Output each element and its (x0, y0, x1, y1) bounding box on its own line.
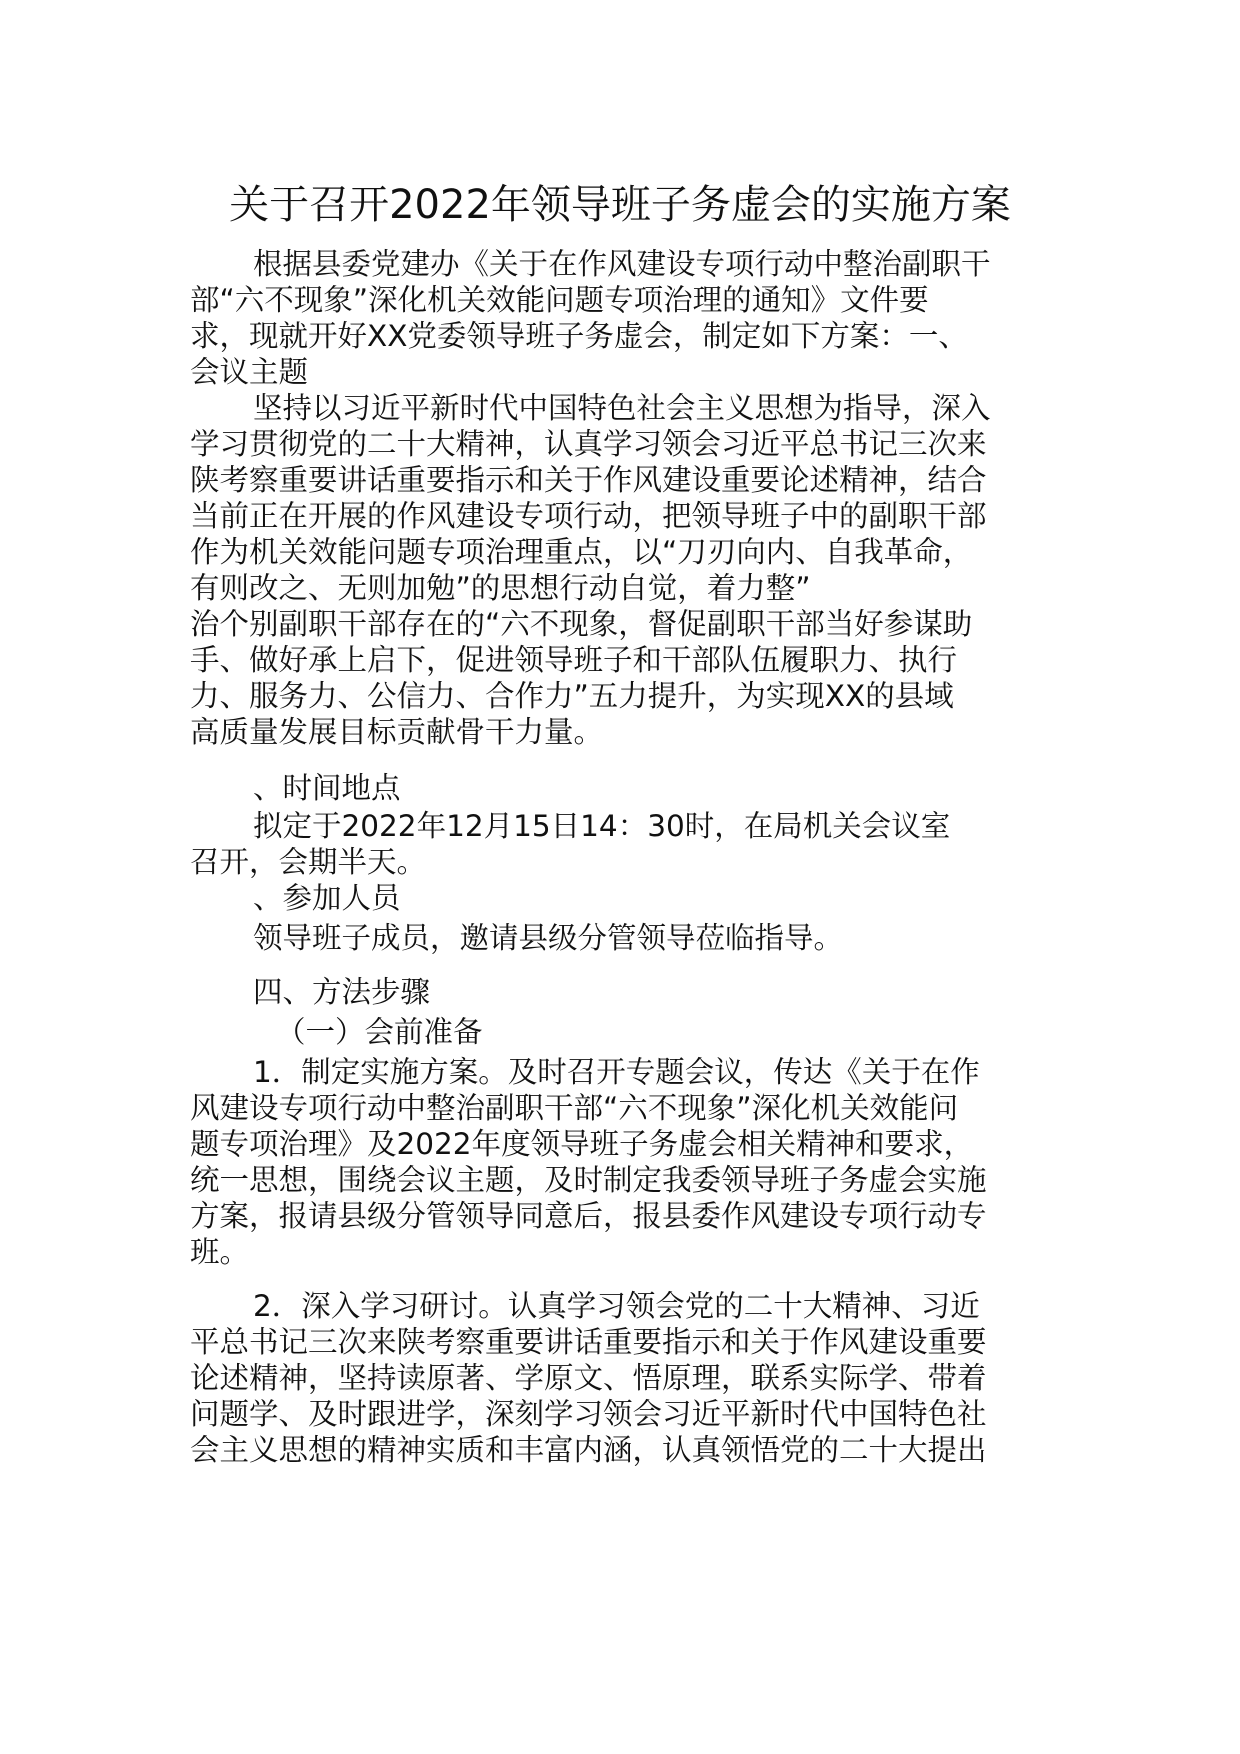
paragraph-line: 作为机关效能问题专项治理重点，以“刀刃向内、自我革命， (190, 535, 973, 569)
paragraph-line: 论述精神，坚持读原著、学原文、悟原理，联系实际学、带着 (190, 1361, 987, 1395)
paragraph-line: 部“六不现象”深化机关效能问题专项治理的通知》文件要 (190, 283, 929, 317)
paragraph-line: 问题学、及时跟进学，深刻学习领会习近平新时代中国特色社 (190, 1397, 987, 1431)
paragraph-line: 2．深入学习研讨。认真学习领会党的二十大精神、习近 (253, 1289, 980, 1323)
paragraph-line: 求，现就开好XX党委领导班子务虚会，制定如下方案：一、 (190, 319, 968, 353)
paragraph-line: 会主义思想的精神实质和丰富内涵，认真领悟党的二十大提出 (190, 1433, 987, 1467)
paragraph-line: 手、做好承上启下，促进领导班子和干部队伍履职力、执行 (190, 643, 958, 677)
paragraph-line: 学习贯彻党的二十大精神，认真学习领会习近平总书记三次来 (190, 427, 987, 461)
paragraph-line: 召开，会期半天。 (190, 845, 427, 879)
paragraph-line: 坚持以习近平新时代中国特色社会主义思想为指导，深入 (253, 391, 991, 425)
section-heading: 、参加人员 (253, 881, 401, 915)
paragraph-line: 领导班子成员，邀请县级分管领导莅临指导。 (253, 921, 844, 955)
section-heading: 四、方法步骤 (253, 975, 431, 1009)
paragraph-line: 题专项治理》及2022年度领导班子务虚会相关精神和要求， (190, 1127, 974, 1161)
section-heading: 、时间地点 (253, 771, 401, 805)
paragraph-line: 根据县委党建办《关于在作风建设专项行动中整治副职干 (253, 247, 991, 281)
paragraph-line: 班。 (190, 1235, 250, 1269)
paragraph-line: 方案，报请县级分管领导同意后，报县委作风建设专项行动专 (190, 1199, 987, 1233)
paragraph-line: 会议主题 (190, 355, 309, 389)
paragraph-line: 陕考察重要讲话重要指示和关于作风建设重要论述精神，结合 (190, 463, 987, 497)
paragraph-line: 拟定于2022年12月15日14：30时，在局机关会议室 (253, 809, 951, 843)
paragraph-line: 当前正在开展的作风建设专项行动，把领导班子中的副职干部 (190, 499, 987, 533)
subsection-heading: （一）会前准备 (276, 1015, 483, 1049)
paragraph-line: 平总书记三次来陕考察重要讲话重要指示和关于作风建设重要 (190, 1325, 987, 1359)
paragraph-line: 风建设专项行动中整治副职干部“六不现象”深化机关效能问 (190, 1091, 959, 1125)
paragraph-line: 治个别副职干部存在的“六不现象，督促副职干部当好参谋助 (190, 607, 973, 641)
paragraph-line: 统一思想，围绕会议主题，及时制定我委领导班子务虚会实施 (190, 1163, 987, 1197)
paragraph-line: 力、服务力、公信力、合作力”五力提升，为实现XX的县域 (190, 679, 954, 713)
document-title: 关于召开2022年领导班子务虚会的实施方案 (229, 182, 1011, 228)
paragraph-line: 高质量发展目标贡献骨干力量。 (190, 715, 604, 749)
paragraph-line: 有则改之、无则加勉”的思想行动自觉，着力整” (190, 571, 811, 605)
paragraph-line: 1．制定实施方案。及时召开专题会议，传达《关于在作 (253, 1055, 980, 1089)
